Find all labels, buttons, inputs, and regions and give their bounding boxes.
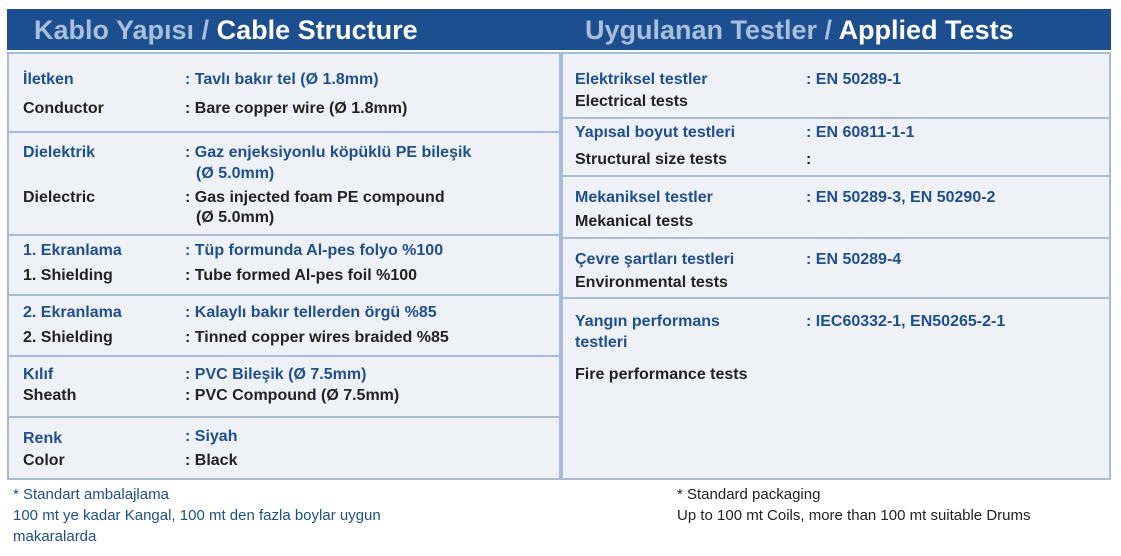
test-label-tr: Elektriksel testler: [575, 71, 708, 88]
heading-en: Cable Structure: [216, 15, 418, 45]
test-row-mechanical: [563, 175, 1109, 239]
header-bar: [7, 9, 1111, 50]
structure-row-sheath: [9, 355, 559, 418]
packaging-title-en: * Standard packaging: [677, 486, 821, 503]
structure-row-color: [9, 416, 559, 478]
test-label-tr: Mekaniksel testler: [575, 189, 713, 206]
row-value-en: : PVC Compound (Ø 7.5mm): [185, 387, 400, 404]
row-value-tr: : PVC Bileşik (Ø 7.5mm): [185, 366, 367, 383]
row-label-en: 2. Shielding: [23, 329, 113, 346]
test-row-structural: [563, 117, 1109, 177]
row-value-en: : Bare copper wire (Ø 1.8mm): [185, 100, 408, 117]
test-label-tr: Çevre şartları testleri: [575, 251, 735, 268]
row-value-tr: : Siyah: [185, 428, 238, 445]
test-standard: : EN 60811-1-1: [806, 124, 915, 141]
packaging-text-tr-cont: makaralarda: [13, 528, 97, 545]
heading-en: Applied Tests: [838, 15, 1014, 45]
row-label-en: 1. Shielding: [23, 267, 113, 284]
row-label-en: Dielectric: [23, 189, 96, 206]
test-label-en: Electrical tests: [575, 93, 688, 110]
packaging-note-en: [677, 484, 1030, 526]
row-value-en: : Tube formed Al-pes foil %100: [185, 267, 418, 284]
row-value-tr: : Kalaylı bakır tellerden örgü %85: [185, 304, 437, 321]
test-label-en: Fire performance tests: [575, 366, 748, 383]
row-value-tr: : Tüp formunda Al-pes folyo %100: [185, 242, 444, 259]
test-standard: : EN 50289-4: [806, 251, 902, 268]
row-label-tr: 2. Ekranlama: [23, 304, 122, 321]
row-value-en: : Gas injected foam PE compound: [185, 189, 445, 206]
test-label-en: Structural size tests: [575, 151, 728, 168]
row-value-en-cont: (Ø 5.0mm): [196, 209, 275, 226]
row-label-tr: İletken: [23, 71, 74, 88]
structure-row-conductor: [9, 54, 559, 133]
row-value-en: : Black: [185, 452, 238, 469]
test-standard: : EN 50289-1: [806, 71, 902, 88]
heading-tr: Uygulanan Testler /: [585, 15, 839, 45]
cable-structure-panel: [7, 52, 561, 480]
test-row-environmental: [563, 237, 1109, 299]
packaging-title-tr: * Standart ambalajlama: [13, 486, 169, 503]
test-label-en: Mekanical tests: [575, 213, 694, 230]
row-label-tr: Kılıf: [23, 366, 54, 383]
packaging-text-en: Up to 100 mt Coils, more than 100 mt suitable Drums: [677, 507, 1031, 524]
row-label-tr: Renk: [23, 430, 63, 447]
applied-tests-heading: [585, 15, 1014, 45]
packaging-text-tr: 100 mt ye kadar Kangal, 100 mt den fazla boylar uygun: [13, 507, 381, 524]
test-standard-en: :: [806, 151, 812, 168]
row-label-tr: Dielektrik: [23, 144, 96, 161]
structure-row-dielectric: [9, 131, 559, 236]
structure-row-shielding-2: [9, 294, 559, 357]
test-label-en: Environmental tests: [575, 274, 728, 291]
applied-tests-panel: [561, 52, 1111, 480]
test-row-fire: [563, 297, 1109, 478]
row-value-tr: : Gaz enjeksiyonlu köpüklü PE bileşik: [185, 144, 472, 161]
structure-row-shielding-1: [9, 234, 559, 296]
packaging-note-tr: [13, 484, 381, 547]
row-label-en: Conductor: [23, 100, 104, 117]
heading-tr: Kablo Yapısı /: [34, 15, 217, 45]
test-label-tr: Yangın performans: [575, 313, 720, 330]
test-standard: : IEC60332-1, EN50265-2-1: [806, 313, 1006, 330]
test-label-tr-cont: testleri: [575, 334, 628, 351]
row-value-en: : Tinned copper wires braided %85: [185, 329, 449, 346]
test-row-electrical: [563, 54, 1109, 119]
row-label-tr: 1. Ekranlama: [23, 242, 122, 259]
test-standard: : EN 50289-3, EN 50290-2: [806, 189, 996, 206]
row-label-en: Color: [23, 452, 65, 469]
cable-structure-heading: [34, 15, 418, 45]
row-value-tr-cont: (Ø 5.0mm): [196, 165, 275, 182]
test-label-tr: Yapısal boyut testleri: [575, 124, 736, 141]
row-label-en: Sheath: [23, 387, 77, 404]
row-value-tr: : Tavlı bakır tel (Ø 1.8mm): [185, 71, 379, 88]
